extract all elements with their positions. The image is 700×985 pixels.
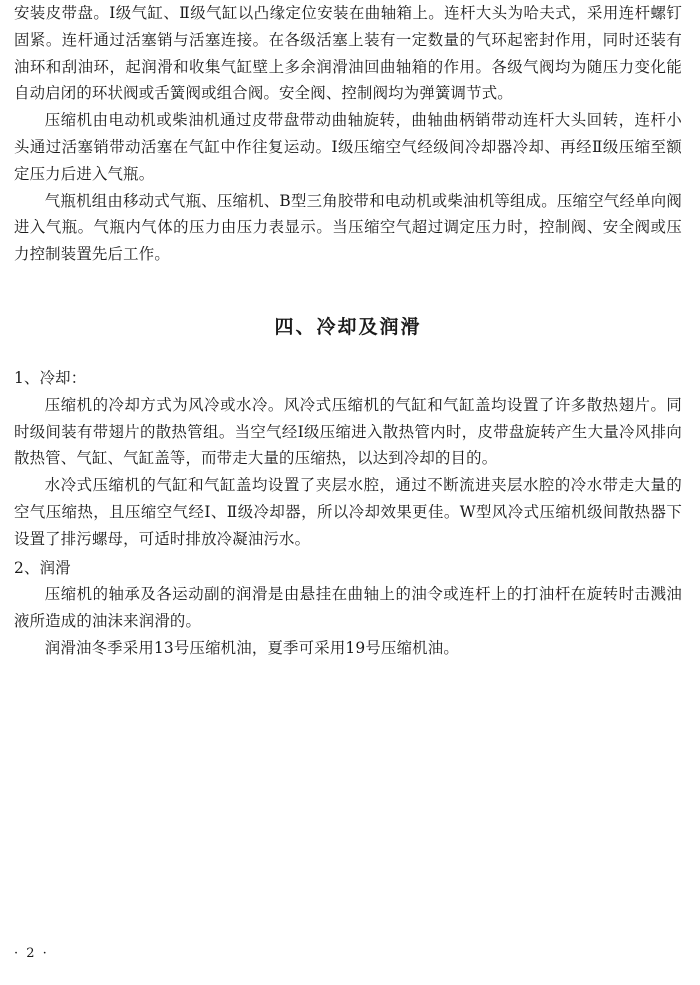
subsection-lubrication [14, 555, 682, 662]
paragraph: 水冷式压缩机的气缸和气缸盖均设置了夹层水腔，通过不断流进夹层水腔的冷水带走大量的空气压缩热，且压缩空气经I、Ⅱ级冷却器，所以冷却效果更佳。W型风冷式压缩机级间散热器下设置了排污螺母，可适时排放冷凝油污水。 [14, 476, 682, 548]
paragraph: 压缩机的轴承及各运动副的润滑是由悬挂在曲轴上的油令或连杆上的打油杆在旋转时击溅油液所造成的油沫来润滑的。 [14, 585, 682, 631]
paragraph: 气瓶机组由移动式气瓶、压缩机、B型三角胶带和电动机或柴油机等组成。压缩空气经单向阀进入气瓶。气瓶内气体的压力由压力表显示。当压缩空气超过调定压力时，控制阀、安全阀或压力控制装置先后工作。 [14, 191, 682, 264]
subsection-cooling [14, 365, 682, 553]
top-text-block [14, 0, 682, 268]
section-heading: 四、冷却及润滑 [274, 315, 422, 338]
paragraph: 安装皮带盘。I级气缸、Ⅱ级气缸以凸缘定位安装在曲轴箱上。连杆大头为哈夫式，采用连杆螺钉固紧。连杆通过活塞销与活塞连接。在各级活塞上装有一定数量的气环起密封作用，同时还装有油环和刮油环，起润滑和收集气缸壁上多余润滑油回曲轴箱的作用。各级气阀均为随压力变化能自动启闭的环状阀或舌簧阀或组合阀。安全阀、控制阀均为弹簧调节式。 [14, 4, 682, 103]
subsection-heading: 1、冷却： [14, 368, 87, 387]
paragraph: 润滑油冬季采用13号压缩机油，夏季可采用19号压缩机油。 [44, 638, 459, 657]
paragraph: 压缩机由电动机或柴油机通过皮带盘带动曲轴旋转，曲轴曲柄销带动连杆大头回转，连杆小头通过活塞销带动活塞在气缸中作往复运动。I级压缩空气经级间冷却器冷却、再经Ⅱ级压缩至额定压力后进入气瓶。 [14, 111, 682, 183]
paragraph: 压缩机的冷却方式为风冷或水冷。风冷式压缩机的气缸和气缸盖均设置了许多散热翅片。同时级间装有带翅片的散热管组。当空气经I级压缩进入散热管内时，皮带盘旋转产生大量冷风排向散热管、气缸、气缸盖等，而带走大量的压缩热，以达到冷却的目的。 [14, 395, 682, 468]
subsection-heading: 2、润滑 [14, 558, 71, 577]
page-number: · 2 · [14, 946, 49, 961]
